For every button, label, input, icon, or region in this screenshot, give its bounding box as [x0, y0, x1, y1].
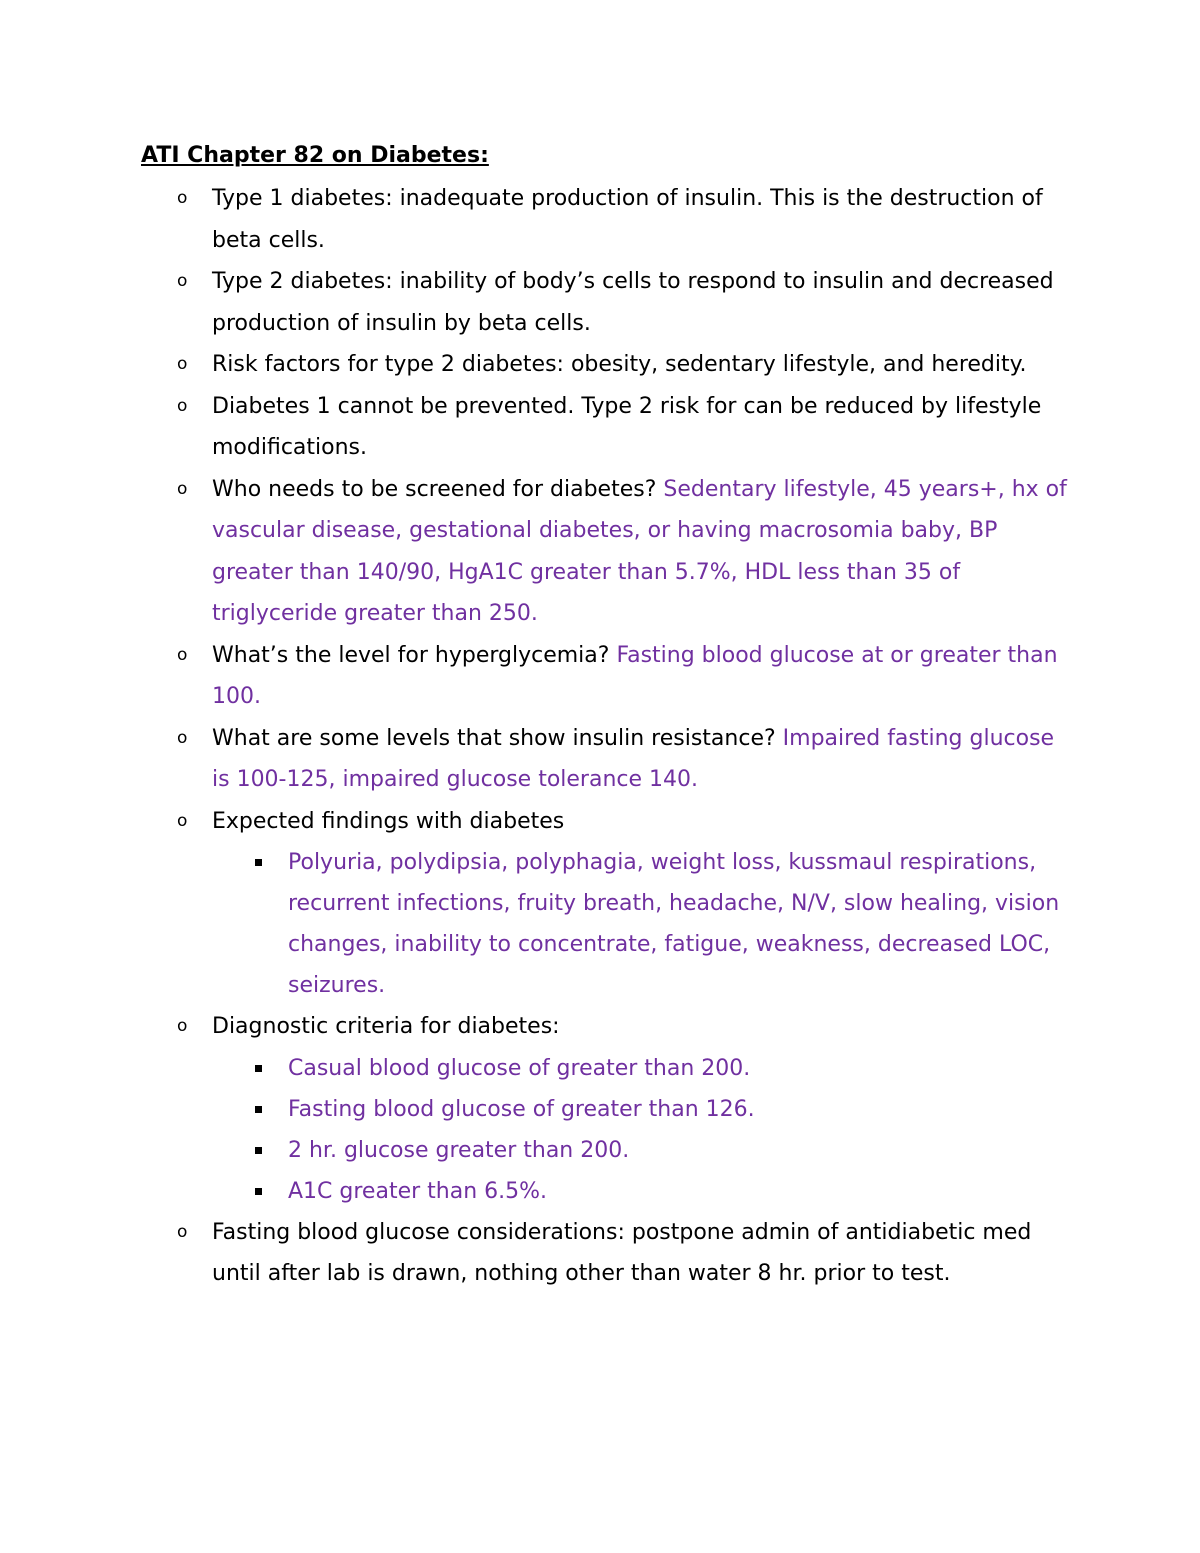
square-bullet-icon	[255, 1188, 262, 1195]
circle-bullet-icon: o	[177, 727, 188, 748]
sub-list-item	[141, 1130, 1071, 1171]
document-page	[141, 134, 1071, 1295]
circle-bullet-icon: o	[177, 271, 188, 291]
item-text: Fasting blood glucose considerations: postpone admin of antidiabetic med until after lab is drawn, nothing other than water 8 hr. prior to test.	[212, 1219, 1032, 1286]
list-item	[141, 344, 1071, 386]
square-bullet-icon	[255, 1106, 262, 1113]
main-list	[141, 178, 1071, 1295]
circle-bullet-icon: o	[177, 1221, 188, 1242]
sub-list-item	[141, 1089, 1071, 1130]
item-text: Risk factors for type 2 diabetes: obesity, sedentary lifestyle, and heredity.	[212, 352, 1027, 377]
sub-item-text: A1C greater than 6.5%.	[288, 1178, 548, 1204]
item-answer: Fasting blood glucose at or greater than 100.	[212, 642, 1058, 709]
list-item	[141, 469, 1071, 635]
circle-bullet-icon: o	[177, 810, 188, 831]
list-item	[141, 178, 1071, 261]
sub-item-text: 2 hr. glucose greater than 200.	[288, 1137, 630, 1163]
circle-bullet-icon: o	[177, 354, 188, 374]
sub-list-item	[141, 842, 1071, 1006]
square-bullet-icon	[255, 859, 262, 866]
circle-bullet-icon: o	[177, 1016, 188, 1036]
item-answer: Sedentary lifestyle, 45 years+, hx of vascular disease, gestational diabetes, or having macrosomia baby, BP greater than 140/90, HgA1C greater than 5.7%, HDL less than 35 of triglyceride greater than 250.	[212, 476, 1067, 626]
list-item	[141, 1006, 1071, 1212]
circle-bullet-icon: o	[177, 395, 188, 416]
sub-item-text: Casual blood glucose of greater than 200.	[288, 1055, 751, 1081]
circle-bullet-icon: o	[177, 644, 188, 665]
list-item	[141, 261, 1071, 344]
square-bullet-icon	[255, 1065, 262, 1072]
item-question: What are some levels that show insulin resistance?	[212, 725, 783, 751]
list-item	[141, 635, 1071, 718]
criteria-list	[212, 1048, 1071, 1212]
item-answer: Impaired fasting glucose is 100-125, impaired glucose tolerance 140.	[212, 725, 1055, 792]
item-text: Diabetes 1 cannot be prevented. Type 2 risk for can be reduced by lifestyle modifications.	[212, 393, 1042, 460]
sub-item-text: Fasting blood glucose of greater than 126.	[288, 1096, 755, 1122]
item-text: Expected findings with diabetes	[212, 808, 565, 834]
item-text: Type 1 diabetes: inadequate production of insulin. This is the destruction of beta cells.	[212, 186, 1043, 253]
item-question: What’s the level for hyperglycemia?	[212, 642, 617, 668]
square-bullet-icon	[255, 1147, 262, 1154]
circle-bullet-icon: o	[177, 478, 188, 499]
sub-list-item	[141, 1171, 1071, 1212]
sub-item-text: Polyuria, polydipsia, polyphagia, weight loss, kussmaul respirations, recurrent infections, fruity breath, headache, N/V, slow healing, vision changes, inability to concentrate, fatigue, weakness, decreased LOC, seizures.	[288, 850, 1060, 998]
item-question: Who needs to be screened for diabetes?	[212, 476, 664, 502]
item-text: Type 2 diabetes: inability of body’s cells to respond to insulin and decreased production of insulin by beta cells.	[212, 269, 1054, 336]
item-text: Diagnostic criteria for diabetes:	[212, 1014, 560, 1039]
document-title: ATI Chapter 82 on Diabetes:	[141, 143, 489, 168]
list-item	[141, 1212, 1071, 1295]
list-item	[141, 386, 1071, 469]
list-item	[141, 801, 1071, 1007]
findings-list	[212, 842, 1071, 1006]
circle-bullet-icon: o	[177, 188, 188, 208]
list-item	[141, 718, 1071, 801]
sub-list-item	[141, 1048, 1071, 1089]
